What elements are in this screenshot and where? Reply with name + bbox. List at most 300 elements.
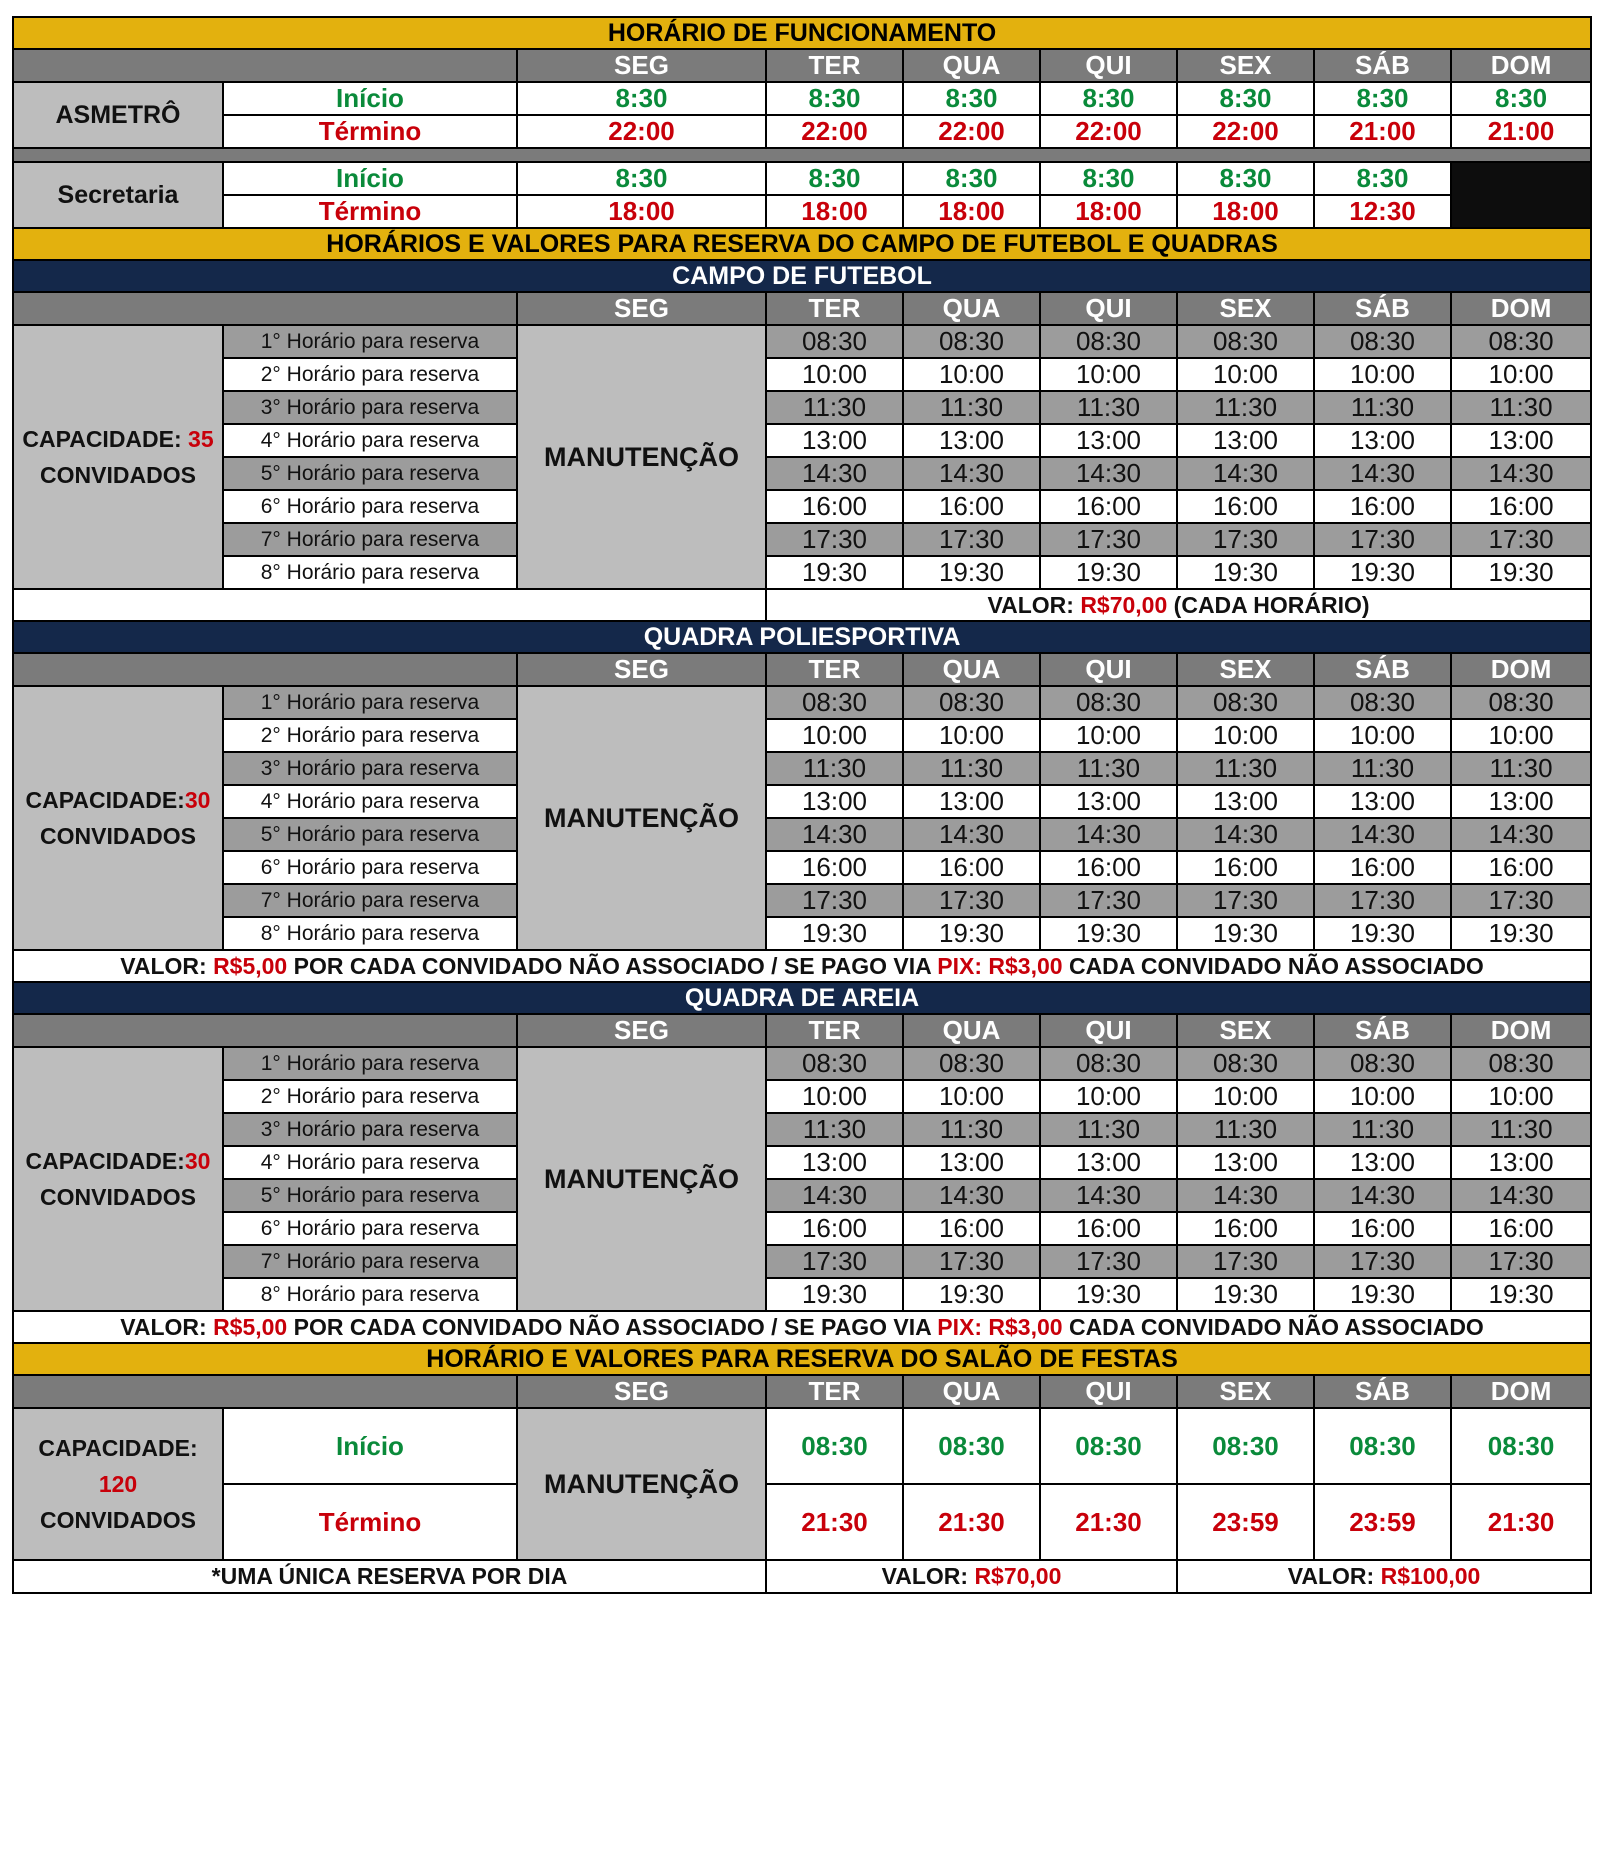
inicio-label: Início bbox=[223, 82, 517, 115]
slot-label: 6° Horário para reserva bbox=[223, 1212, 517, 1245]
capacity-label: CAPACIDADE: bbox=[38, 1435, 198, 1461]
capacity-cell bbox=[13, 686, 223, 950]
termino-time: 21:00 bbox=[1314, 115, 1451, 148]
slot-time: 17:30 bbox=[1040, 884, 1177, 917]
capacity-value: 30 bbox=[184, 787, 211, 813]
slot-time: 17:30 bbox=[1314, 523, 1451, 556]
day-header-6: DOM bbox=[1451, 49, 1591, 82]
inicio-time: 08:30 bbox=[1451, 1408, 1591, 1484]
slot-time: 11:30 bbox=[1177, 391, 1314, 424]
slot-time: 16:00 bbox=[1040, 851, 1177, 884]
slot-time: 08:30 bbox=[1314, 1047, 1451, 1080]
termino-time: 22:00 bbox=[1177, 115, 1314, 148]
day-header-row bbox=[13, 1014, 1591, 1047]
slot-time: 14:30 bbox=[1177, 1179, 1314, 1212]
slot-time: 08:30 bbox=[1177, 325, 1314, 358]
slot-label: 1° Horário para reserva bbox=[223, 686, 517, 719]
slot-label: 3° Horário para reserva bbox=[223, 1113, 517, 1146]
day-header-5: SÁB bbox=[1314, 292, 1451, 325]
day-header-6: DOM bbox=[1451, 1014, 1591, 1047]
inicio-time: 08:30 bbox=[1314, 1408, 1451, 1484]
inicio-time: 08:30 bbox=[1040, 1408, 1177, 1484]
capacity-value: 120 bbox=[98, 1471, 138, 1497]
slot-time: 10:00 bbox=[766, 358, 903, 391]
slot-label: 7° Horário para reserva bbox=[223, 884, 517, 917]
slot-time: 08:30 bbox=[1314, 686, 1451, 719]
slot-time: 14:30 bbox=[1451, 457, 1591, 490]
slot-time: 14:30 bbox=[1314, 457, 1451, 490]
slot-time: 10:00 bbox=[903, 719, 1040, 752]
section-header-row bbox=[13, 621, 1591, 653]
slot-row bbox=[13, 358, 1591, 391]
section-title: CAMPO DE FUTEBOL bbox=[13, 260, 1591, 292]
day-header-4: SEX bbox=[1177, 292, 1314, 325]
slot-time: 17:30 bbox=[1177, 884, 1314, 917]
termino-time: 22:00 bbox=[517, 115, 766, 148]
inicio-time: 8:30 bbox=[1451, 82, 1591, 115]
inicio-time: 8:30 bbox=[1040, 162, 1177, 195]
day-header-5: SÁB bbox=[1314, 653, 1451, 686]
slot-time: 17:30 bbox=[903, 523, 1040, 556]
price-row bbox=[13, 950, 1591, 982]
maintenance-cell: MANUTENÇÃO bbox=[517, 1047, 766, 1311]
inicio-time: 8:30 bbox=[1314, 82, 1451, 115]
slot-time: 19:30 bbox=[1314, 1278, 1451, 1311]
slot-time: 13:00 bbox=[766, 785, 903, 818]
slot-time: 19:30 bbox=[903, 556, 1040, 589]
slot-row bbox=[13, 752, 1591, 785]
slot-time: 14:30 bbox=[903, 818, 1040, 851]
slot-time: 17:30 bbox=[766, 1245, 903, 1278]
slot-time: 13:00 bbox=[1177, 424, 1314, 457]
slot-time: 14:30 bbox=[1177, 457, 1314, 490]
slot-row bbox=[13, 1047, 1591, 1080]
slot-time: 10:00 bbox=[903, 358, 1040, 391]
slot-time: 10:00 bbox=[1314, 719, 1451, 752]
slot-time: 08:30 bbox=[1451, 325, 1591, 358]
slot-time: 16:00 bbox=[1177, 490, 1314, 523]
slot-time: 11:30 bbox=[1451, 1113, 1591, 1146]
day-header-2: QUA bbox=[903, 1375, 1040, 1408]
slot-label: 1° Horário para reserva bbox=[223, 1047, 517, 1080]
slot-time: 10:00 bbox=[766, 1080, 903, 1113]
pix-price-value: PIX: R$3,00 bbox=[937, 952, 1063, 979]
slot-label: 4° Horário para reserva bbox=[223, 1146, 517, 1179]
slot-label: 2° Horário para reserva bbox=[223, 358, 517, 391]
slot-row bbox=[13, 1080, 1591, 1113]
slot-time: 10:00 bbox=[1040, 719, 1177, 752]
section-title-salao: HORÁRIO E VALORES PARA RESERVA DO SALÃO DE FESTAS bbox=[13, 1343, 1591, 1375]
termino-time: 21:30 bbox=[1451, 1484, 1591, 1560]
slot-time: 11:30 bbox=[1177, 1113, 1314, 1146]
slot-row bbox=[13, 884, 1591, 917]
slot-time: 13:00 bbox=[1177, 785, 1314, 818]
slot-time: 08:30 bbox=[903, 325, 1040, 358]
day-header-2: QUA bbox=[903, 1014, 1040, 1047]
price-suffix: CADA CONVIDADO NÃO ASSOCIADO bbox=[1062, 952, 1484, 979]
funcionamento-row-termino bbox=[13, 115, 1591, 148]
closed-cell bbox=[1451, 162, 1591, 228]
slot-time: 11:30 bbox=[1040, 391, 1177, 424]
termino-label: Término bbox=[223, 1484, 517, 1560]
termino-time: 12:30 bbox=[1314, 195, 1451, 228]
day-header-1: TER bbox=[766, 653, 903, 686]
termino-time: 23:59 bbox=[1177, 1484, 1314, 1560]
slot-time: 16:00 bbox=[766, 851, 903, 884]
price-note bbox=[766, 589, 1591, 621]
slot-row bbox=[13, 1113, 1591, 1146]
slot-time: 16:00 bbox=[1451, 490, 1591, 523]
day-header-5: SÁB bbox=[1314, 1375, 1451, 1408]
slot-row bbox=[13, 424, 1591, 457]
slot-time: 14:30 bbox=[1314, 1179, 1451, 1212]
separator bbox=[13, 148, 1591, 162]
slot-time: 16:00 bbox=[1314, 490, 1451, 523]
day-header-4: SEX bbox=[1177, 1014, 1314, 1047]
slot-time: 13:00 bbox=[1314, 424, 1451, 457]
day-header-6: DOM bbox=[1451, 653, 1591, 686]
slot-time: 13:00 bbox=[766, 424, 903, 457]
slot-time: 14:30 bbox=[766, 1179, 903, 1212]
slot-label: 8° Horário para reserva bbox=[223, 1278, 517, 1311]
inicio-time: 08:30 bbox=[903, 1408, 1040, 1484]
header-blank bbox=[13, 49, 517, 82]
slot-row bbox=[13, 1245, 1591, 1278]
inicio-time: 8:30 bbox=[766, 162, 903, 195]
funcionamento-row-termino bbox=[13, 195, 1591, 228]
slot-time: 14:30 bbox=[1177, 818, 1314, 851]
slot-time: 10:00 bbox=[1314, 358, 1451, 391]
slot-time: 17:30 bbox=[903, 884, 1040, 917]
slot-row bbox=[13, 785, 1591, 818]
slot-time: 13:00 bbox=[1040, 785, 1177, 818]
slot-time: 17:30 bbox=[766, 523, 903, 556]
capacity-value: 30 bbox=[184, 1148, 211, 1174]
day-header-6: DOM bbox=[1451, 292, 1591, 325]
slot-time: 16:00 bbox=[903, 490, 1040, 523]
maintenance-cell: MANUTENÇÃO bbox=[517, 686, 766, 950]
slot-row bbox=[13, 818, 1591, 851]
title-row bbox=[13, 228, 1591, 260]
section-title-funcionamento: HORÁRIO DE FUNCIONAMENTO bbox=[13, 17, 1591, 49]
slot-time: 16:00 bbox=[766, 490, 903, 523]
slot-time: 08:30 bbox=[1040, 1047, 1177, 1080]
slot-time: 14:30 bbox=[1314, 818, 1451, 851]
slot-time: 11:30 bbox=[903, 1113, 1040, 1146]
slot-time: 13:00 bbox=[1451, 1146, 1591, 1179]
termino-time: 21:00 bbox=[1451, 115, 1591, 148]
slot-label: 4° Horário para reserva bbox=[223, 785, 517, 818]
day-header-row bbox=[13, 1375, 1591, 1408]
slot-time: 11:30 bbox=[1177, 752, 1314, 785]
maintenance-cell: MANUTENÇÃO bbox=[517, 1408, 766, 1560]
salao-capacity-cell bbox=[13, 1408, 223, 1560]
pix-price-value: PIX: R$3,00 bbox=[937, 1313, 1063, 1340]
termino-time: 23:59 bbox=[1314, 1484, 1451, 1560]
price-prefix: VALOR: bbox=[120, 1313, 214, 1340]
slot-row bbox=[13, 719, 1591, 752]
capacity-suffix: CONVIDADOS bbox=[40, 823, 196, 849]
slot-time: 17:30 bbox=[1040, 1245, 1177, 1278]
slot-label: 7° Horário para reserva bbox=[223, 523, 517, 556]
slot-time: 14:30 bbox=[903, 457, 1040, 490]
slot-time: 17:30 bbox=[1177, 523, 1314, 556]
slot-time: 13:00 bbox=[1451, 424, 1591, 457]
section-title-reservas: HORÁRIOS E VALORES PARA RESERVA DO CAMPO DE FUTEBOL E QUADRAS bbox=[13, 228, 1591, 260]
inicio-time: 8:30 bbox=[1177, 162, 1314, 195]
termino-time: 18:00 bbox=[517, 195, 766, 228]
slot-time: 16:00 bbox=[903, 851, 1040, 884]
slot-time: 11:30 bbox=[766, 1113, 903, 1146]
slot-time: 08:30 bbox=[903, 686, 1040, 719]
slot-time: 17:30 bbox=[1314, 1245, 1451, 1278]
price-value: R$5,00 bbox=[213, 1313, 288, 1340]
price-value: R$5,00 bbox=[213, 952, 288, 979]
day-header-row bbox=[13, 49, 1591, 82]
slot-time: 13:00 bbox=[766, 1146, 903, 1179]
section-title: QUADRA DE AREIA bbox=[13, 982, 1591, 1014]
slot-time: 17:30 bbox=[766, 884, 903, 917]
day-header-0: SEG bbox=[517, 1014, 766, 1047]
slot-label: 5° Horário para reserva bbox=[223, 818, 517, 851]
schedule-table bbox=[12, 16, 1592, 1594]
day-header-4: SEX bbox=[1177, 49, 1314, 82]
day-header-3: QUI bbox=[1040, 1014, 1177, 1047]
header-blank bbox=[13, 1014, 517, 1047]
capacity-label: CAPACIDADE: bbox=[22, 426, 189, 452]
salao-row-inicio bbox=[13, 1408, 1591, 1484]
capacity-cell bbox=[13, 1047, 223, 1311]
price-prefix: VALOR: bbox=[120, 952, 214, 979]
termino-time: 18:00 bbox=[1040, 195, 1177, 228]
inicio-time: 8:30 bbox=[517, 82, 766, 115]
capacity-label: CAPACIDADE: bbox=[25, 787, 185, 813]
slot-time: 14:30 bbox=[1040, 818, 1177, 851]
slot-time: 11:30 bbox=[1314, 391, 1451, 424]
slot-time: 11:30 bbox=[903, 752, 1040, 785]
termino-time: 22:00 bbox=[903, 115, 1040, 148]
slot-time: 10:00 bbox=[1040, 1080, 1177, 1113]
slot-row bbox=[13, 686, 1591, 719]
slot-label: 2° Horário para reserva bbox=[223, 1080, 517, 1113]
slot-time: 11:30 bbox=[1451, 752, 1591, 785]
slot-time: 19:30 bbox=[1451, 917, 1591, 950]
day-header-1: TER bbox=[766, 1014, 903, 1047]
slot-label: 6° Horário para reserva bbox=[223, 851, 517, 884]
slot-time: 16:00 bbox=[1040, 490, 1177, 523]
inicio-time: 08:30 bbox=[766, 1408, 903, 1484]
capacity-label: CAPACIDADE: bbox=[25, 1148, 185, 1174]
day-header-3: QUI bbox=[1040, 49, 1177, 82]
slot-time: 16:00 bbox=[1177, 851, 1314, 884]
slot-time: 19:30 bbox=[1314, 917, 1451, 950]
termino-time: 18:00 bbox=[903, 195, 1040, 228]
slot-time: 14:30 bbox=[766, 457, 903, 490]
slot-time: 10:00 bbox=[1177, 1080, 1314, 1113]
slot-time: 19:30 bbox=[1040, 556, 1177, 589]
day-header-row bbox=[13, 653, 1591, 686]
slot-time: 19:30 bbox=[1177, 556, 1314, 589]
price-note bbox=[13, 1311, 1591, 1343]
day-header-6: DOM bbox=[1451, 1375, 1591, 1408]
price-weekday bbox=[766, 1560, 1177, 1593]
termino-label: Término bbox=[223, 115, 517, 148]
inicio-time: 8:30 bbox=[903, 162, 1040, 195]
slot-time: 16:00 bbox=[903, 1212, 1040, 1245]
slot-row bbox=[13, 490, 1591, 523]
slot-label: 5° Horário para reserva bbox=[223, 1179, 517, 1212]
funcionamento-row-inicio bbox=[13, 82, 1591, 115]
slot-time: 10:00 bbox=[1451, 719, 1591, 752]
price-weekend bbox=[1177, 1560, 1591, 1593]
price-prefix: VALOR: bbox=[987, 591, 1081, 618]
slot-time: 17:30 bbox=[1314, 884, 1451, 917]
slot-time: 19:30 bbox=[1451, 556, 1591, 589]
section-header-row bbox=[13, 982, 1591, 1014]
slot-time: 16:00 bbox=[1314, 1212, 1451, 1245]
slot-time: 19:30 bbox=[1177, 1278, 1314, 1311]
slot-row bbox=[13, 1146, 1591, 1179]
day-header-row bbox=[13, 292, 1591, 325]
slot-time: 08:30 bbox=[1451, 1047, 1591, 1080]
slot-time: 08:30 bbox=[766, 686, 903, 719]
price-row bbox=[13, 589, 1591, 621]
slot-label: 8° Horário para reserva bbox=[223, 556, 517, 589]
slot-label: 8° Horário para reserva bbox=[223, 917, 517, 950]
price-row bbox=[13, 1311, 1591, 1343]
slot-time: 17:30 bbox=[1451, 1245, 1591, 1278]
slot-time: 14:30 bbox=[766, 818, 903, 851]
day-header-2: QUA bbox=[903, 653, 1040, 686]
slot-row bbox=[13, 851, 1591, 884]
slot-label: 2° Horário para reserva bbox=[223, 719, 517, 752]
slot-time: 19:30 bbox=[903, 917, 1040, 950]
slot-time: 08:30 bbox=[1040, 686, 1177, 719]
inicio-time: 8:30 bbox=[766, 82, 903, 115]
slot-time: 13:00 bbox=[1177, 1146, 1314, 1179]
slot-row bbox=[13, 1179, 1591, 1212]
title-row bbox=[13, 17, 1591, 49]
slot-time: 19:30 bbox=[1177, 917, 1314, 950]
day-header-1: TER bbox=[766, 49, 903, 82]
slot-row bbox=[13, 391, 1591, 424]
day-header-0: SEG bbox=[517, 1375, 766, 1408]
capacity-suffix: CONVIDADOS bbox=[40, 462, 196, 488]
termino-time: 21:30 bbox=[1040, 1484, 1177, 1560]
slot-row bbox=[13, 1212, 1591, 1245]
slot-time: 11:30 bbox=[1314, 752, 1451, 785]
slot-time: 13:00 bbox=[1314, 1146, 1451, 1179]
day-header-5: SÁB bbox=[1314, 49, 1451, 82]
department-label: Secretaria bbox=[13, 162, 223, 228]
price-text: POR CADA CONVIDADO NÃO ASSOCIADO / SE PAGO VIA bbox=[287, 1313, 938, 1340]
slot-label: 1° Horário para reserva bbox=[223, 325, 517, 358]
header-blank bbox=[13, 292, 517, 325]
slot-time: 13:00 bbox=[1314, 785, 1451, 818]
slot-time: 11:30 bbox=[1040, 752, 1177, 785]
inicio-time: 8:30 bbox=[1177, 82, 1314, 115]
termino-time: 18:00 bbox=[1177, 195, 1314, 228]
day-header-0: SEG bbox=[517, 49, 766, 82]
salao-row-termino bbox=[13, 1484, 1591, 1560]
termino-time: 21:30 bbox=[903, 1484, 1040, 1560]
section-title: QUADRA POLIESPORTIVA bbox=[13, 621, 1591, 653]
slot-time: 14:30 bbox=[1451, 1179, 1591, 1212]
day-header-2: QUA bbox=[903, 49, 1040, 82]
slot-time: 08:30 bbox=[766, 325, 903, 358]
slot-time: 16:00 bbox=[1314, 851, 1451, 884]
slot-time: 16:00 bbox=[1451, 851, 1591, 884]
slot-time: 08:30 bbox=[1451, 686, 1591, 719]
termino-time: 21:30 bbox=[766, 1484, 903, 1560]
slot-time: 11:30 bbox=[1451, 391, 1591, 424]
day-header-0: SEG bbox=[517, 292, 766, 325]
slot-time: 13:00 bbox=[1040, 1146, 1177, 1179]
slot-row bbox=[13, 325, 1591, 358]
slot-row bbox=[13, 556, 1591, 589]
slot-time: 17:30 bbox=[1451, 884, 1591, 917]
day-header-1: TER bbox=[766, 292, 903, 325]
capacity-suffix: CONVIDADOS bbox=[40, 1507, 196, 1533]
slot-time: 08:30 bbox=[1177, 686, 1314, 719]
inicio-time: 8:30 bbox=[517, 162, 766, 195]
header-blank bbox=[13, 653, 517, 686]
department-label: ASMETRÔ bbox=[13, 82, 223, 148]
price-text: POR CADA CONVIDADO NÃO ASSOCIADO / SE PAGO VIA bbox=[287, 952, 938, 979]
slot-time: 19:30 bbox=[766, 1278, 903, 1311]
inicio-label: Início bbox=[223, 162, 517, 195]
slot-time: 11:30 bbox=[1040, 1113, 1177, 1146]
inicio-time: 8:30 bbox=[1314, 162, 1451, 195]
slot-time: 08:30 bbox=[903, 1047, 1040, 1080]
slot-time: 13:00 bbox=[903, 785, 1040, 818]
slot-label: 3° Horário para reserva bbox=[223, 391, 517, 424]
funcionamento-row-inicio bbox=[13, 162, 1591, 195]
slot-time: 14:30 bbox=[1451, 818, 1591, 851]
slot-time: 19:30 bbox=[766, 556, 903, 589]
slot-time: 14:30 bbox=[903, 1179, 1040, 1212]
day-header-4: SEX bbox=[1177, 1375, 1314, 1408]
slot-time: 08:30 bbox=[1177, 1047, 1314, 1080]
one-reservation-note: *UMA ÚNICA RESERVA POR DIA bbox=[13, 1560, 766, 1593]
slot-label: 6° Horário para reserva bbox=[223, 490, 517, 523]
slot-time: 17:30 bbox=[1177, 1245, 1314, 1278]
slot-time: 10:00 bbox=[1314, 1080, 1451, 1113]
day-header-1: TER bbox=[766, 1375, 903, 1408]
termino-time: 18:00 bbox=[766, 195, 903, 228]
slot-row bbox=[13, 1278, 1591, 1311]
termino-time: 22:00 bbox=[1040, 115, 1177, 148]
slot-time: 19:30 bbox=[903, 1278, 1040, 1311]
day-header-3: QUI bbox=[1040, 292, 1177, 325]
slot-time: 10:00 bbox=[1451, 1080, 1591, 1113]
slot-time: 14:30 bbox=[1040, 457, 1177, 490]
price-value: R$100,00 bbox=[1380, 1563, 1481, 1589]
slot-label: 5° Horário para reserva bbox=[223, 457, 517, 490]
section-header-row bbox=[13, 260, 1591, 292]
slot-time: 08:30 bbox=[1314, 325, 1451, 358]
day-header-2: QUA bbox=[903, 292, 1040, 325]
termino-time: 22:00 bbox=[766, 115, 903, 148]
slot-time: 10:00 bbox=[1040, 358, 1177, 391]
capacity-cell bbox=[13, 325, 223, 589]
slot-time: 10:00 bbox=[903, 1080, 1040, 1113]
slot-time: 10:00 bbox=[1177, 719, 1314, 752]
slot-time: 19:30 bbox=[1040, 1278, 1177, 1311]
price-blank bbox=[13, 589, 766, 621]
slot-time: 16:00 bbox=[766, 1212, 903, 1245]
slot-time: 19:30 bbox=[1451, 1278, 1591, 1311]
